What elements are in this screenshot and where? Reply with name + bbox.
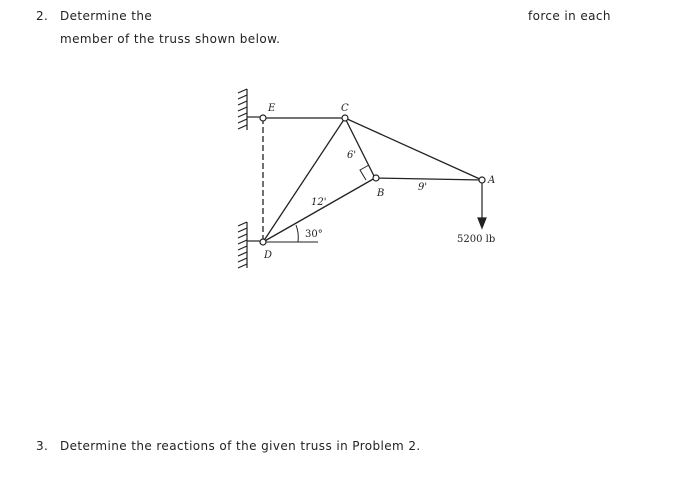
- node-label-b: B: [377, 188, 385, 199]
- problem-2-number: 2.: [36, 9, 49, 23]
- dimension-label-cb: 6': [347, 150, 357, 161]
- right-angle-marker: [360, 165, 369, 180]
- joint-c: [342, 115, 348, 121]
- load-arrow: [478, 181, 486, 228]
- member-ba: [375, 178, 482, 180]
- dimension-label-ba: 9': [418, 182, 428, 193]
- member-dc: [263, 118, 345, 242]
- angle-label: 30°: [305, 229, 323, 240]
- member-ca: [345, 118, 482, 180]
- joint-a: [479, 177, 485, 183]
- wall-support-lower: [238, 222, 262, 268]
- joint-d: [260, 239, 266, 245]
- angle-arc: [296, 225, 298, 242]
- problem-3-text: Determine the reactions of the given truss in Problem 2.: [60, 439, 421, 453]
- problem-2-text-line2: member of the truss shown below.: [60, 32, 281, 46]
- node-label-c: C: [341, 103, 349, 114]
- joint-b: [373, 175, 379, 181]
- problem-3-number: 3.: [36, 439, 49, 453]
- node-label-e: E: [268, 103, 276, 114]
- wall-support-upper: [238, 89, 262, 130]
- joint-e: [260, 115, 266, 121]
- node-label-a: A: [488, 175, 496, 186]
- problem-2-text-right: force in each: [528, 9, 611, 23]
- member-cb: [345, 118, 375, 178]
- problem-2-text-line1: Determine the: [60, 9, 153, 23]
- dimension-label-db: 12': [311, 197, 327, 208]
- node-label-d: D: [264, 250, 273, 261]
- load-label: 5200 lb: [457, 234, 496, 245]
